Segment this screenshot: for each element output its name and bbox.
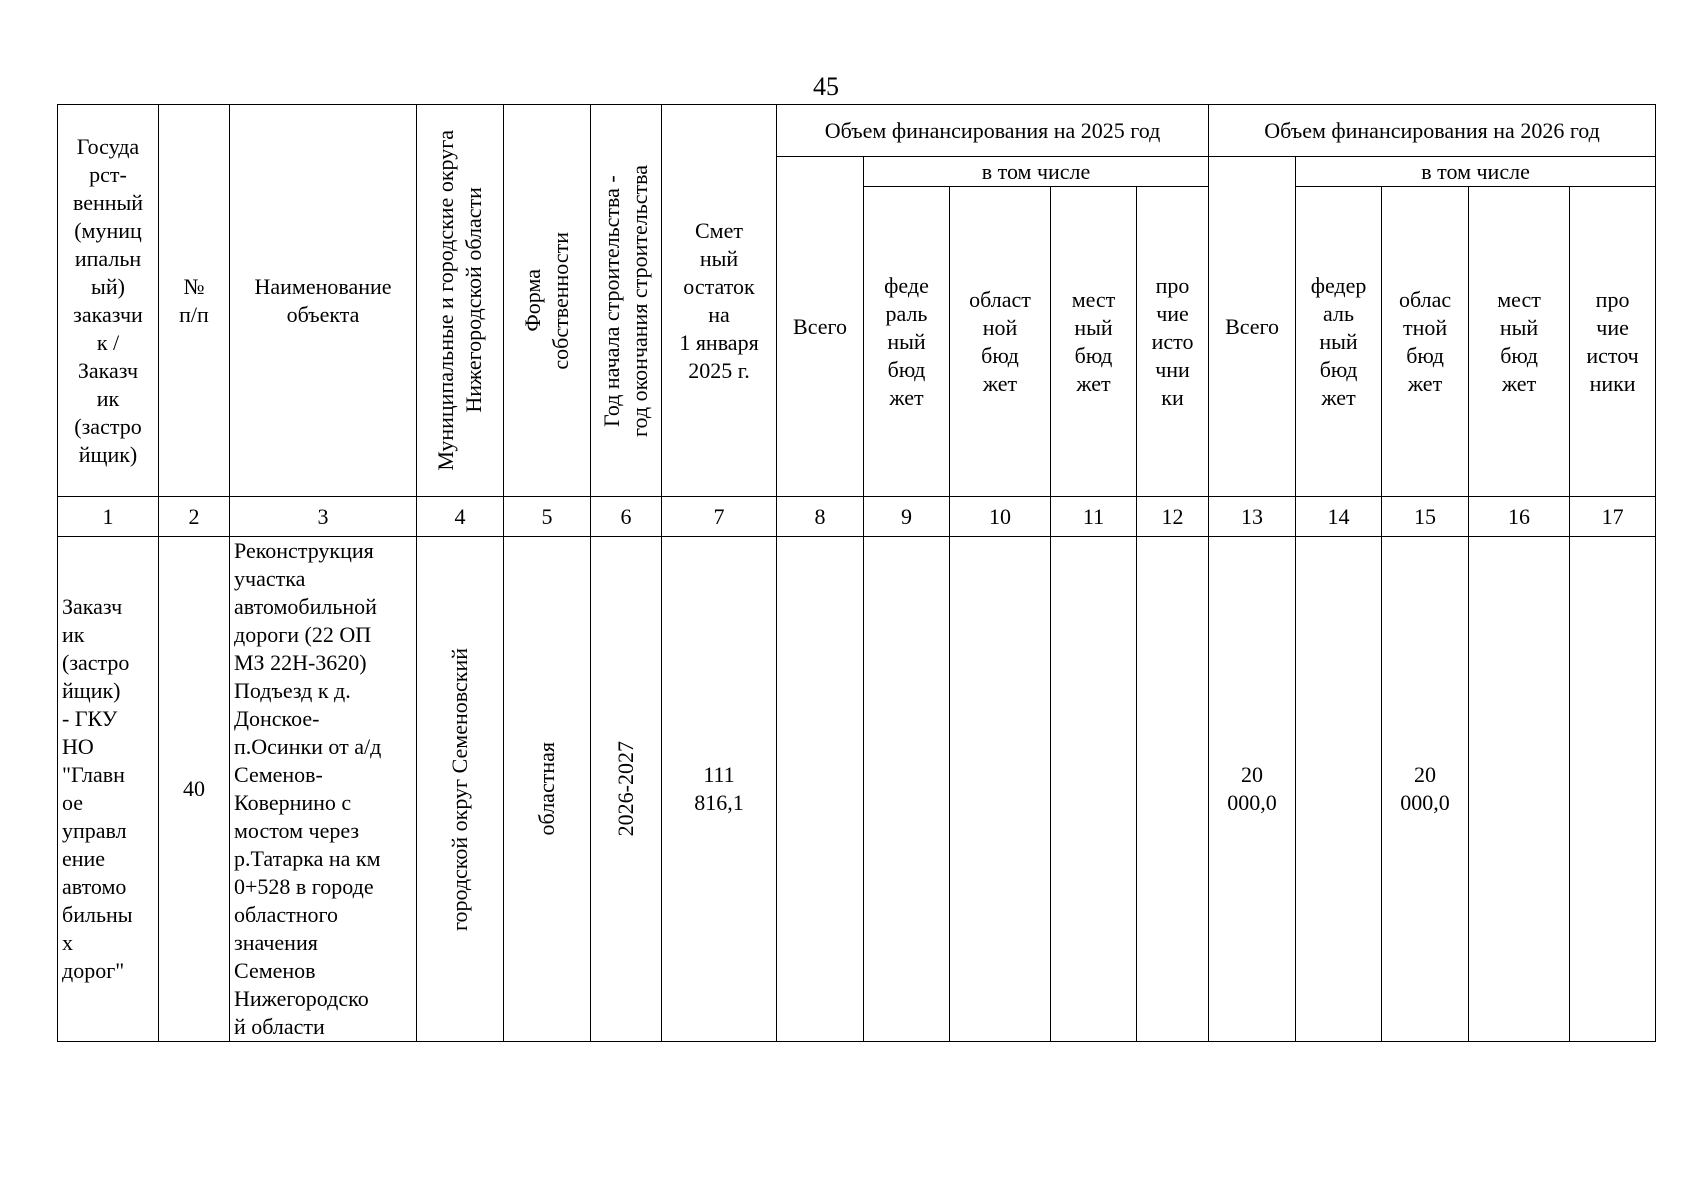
regional-2025-cell	[950, 537, 1051, 1042]
federal-2025-cell	[864, 537, 950, 1042]
column-number: 2	[159, 497, 230, 537]
estimated-balance-cell: 111 816,1	[662, 537, 777, 1042]
column-number: 17	[1570, 497, 1656, 537]
column-number: 9	[864, 497, 950, 537]
column-number: 8	[777, 497, 864, 537]
column-number: 1	[58, 497, 159, 537]
header-object-name: Наименование объекта	[230, 105, 417, 497]
column-number: 5	[504, 497, 591, 537]
header-total-2025: Всего	[777, 157, 864, 497]
column-number: 12	[1137, 497, 1209, 537]
column-number: 14	[1296, 497, 1382, 537]
column-number: 16	[1469, 497, 1570, 537]
column-number: 15	[1382, 497, 1469, 537]
total-2025-cell	[777, 537, 864, 1042]
row-number-cell: 40	[159, 537, 230, 1042]
header-local-2026: мест ный бюд жет	[1469, 187, 1570, 497]
customer-cell: Заказч ик (застро йщик) - ГКУ НО "Главн ое управл ение автомо бильны х дорог"	[58, 537, 159, 1042]
municipality-text: городской округ Семеновский	[447, 647, 472, 931]
local-2026-cell	[1469, 537, 1570, 1042]
years-text: 2026-2027	[613, 741, 638, 837]
investment-table	[57, 104, 1656, 1042]
column-number: 6	[591, 497, 662, 537]
header-years-cell	[591, 105, 662, 497]
header-including-2025: в том числе	[864, 157, 1209, 187]
column-number: 4	[417, 497, 504, 537]
header-municipality-cell	[417, 105, 504, 497]
table-row	[58, 537, 1656, 1042]
ownership-text: областная	[534, 742, 559, 836]
header-federal-2025: феде раль ный бюд жет	[864, 187, 950, 497]
header-including-2026: в том числе	[1296, 157, 1656, 187]
header-regional-2026: облас тной бюд жет	[1382, 187, 1469, 497]
header-total-2026: Всего	[1209, 157, 1296, 497]
object-name-cell: Реконструкция участка автомобильной дороги (22 ОП МЗ 22Н-3620) Подъезд к д. Донское- п.Осинки от а/д Семенов- Ковернино с мостом через р.Татарка на км 0+528 в городе областного значения Семенов Нижегородско й области	[230, 537, 417, 1042]
header-estimated-balance: Смет ный остаток на 1 января 2025 г.	[662, 105, 777, 497]
ownership-cell	[504, 537, 591, 1042]
header-funding-2026: Объем финансирования на 2026 год	[1209, 105, 1656, 157]
municipality-cell	[417, 537, 504, 1042]
header-number: № п/п	[159, 105, 230, 497]
header-ownership: Форма собственности	[520, 231, 573, 370]
header-federal-2026: федер аль ный бюд жет	[1296, 187, 1382, 497]
column-number: 13	[1209, 497, 1296, 537]
header-local-2025: мест ный бюд жет	[1051, 187, 1137, 497]
header-other-2025: про чие исто чни ки	[1137, 187, 1209, 497]
column-number: 11	[1051, 497, 1137, 537]
header-row-1	[58, 105, 1656, 157]
header-regional-2025: област ной бюд жет	[950, 187, 1051, 497]
total-2026-cell: 20 000,0	[1209, 537, 1296, 1042]
column-number: 3	[230, 497, 417, 537]
regional-2026-cell: 20 000,0	[1382, 537, 1469, 1042]
header-ownership-cell	[504, 105, 591, 497]
header-other-2026: про чие источ ники	[1570, 187, 1656, 497]
years-cell	[591, 537, 662, 1042]
other-2025-cell	[1137, 537, 1209, 1042]
header-municipality: Муниципальные и городские округа Нижегородской области	[433, 130, 486, 471]
federal-2026-cell	[1296, 537, 1382, 1042]
other-2026-cell	[1570, 537, 1656, 1042]
page-number: 45	[813, 72, 839, 101]
header-funding-2025: Объем финансирования на 2025 год	[777, 105, 1209, 157]
header-years: Год начала строительства - год окончания строительства	[599, 164, 652, 437]
local-2025-cell	[1051, 537, 1137, 1042]
column-number: 10	[950, 497, 1051, 537]
column-number: 7	[662, 497, 777, 537]
column-number-row	[58, 497, 1656, 537]
header-customer: Госуда рст- венный (муниц ипальн ый) заказчи к / Заказч ик (застро йщик)	[58, 105, 159, 497]
